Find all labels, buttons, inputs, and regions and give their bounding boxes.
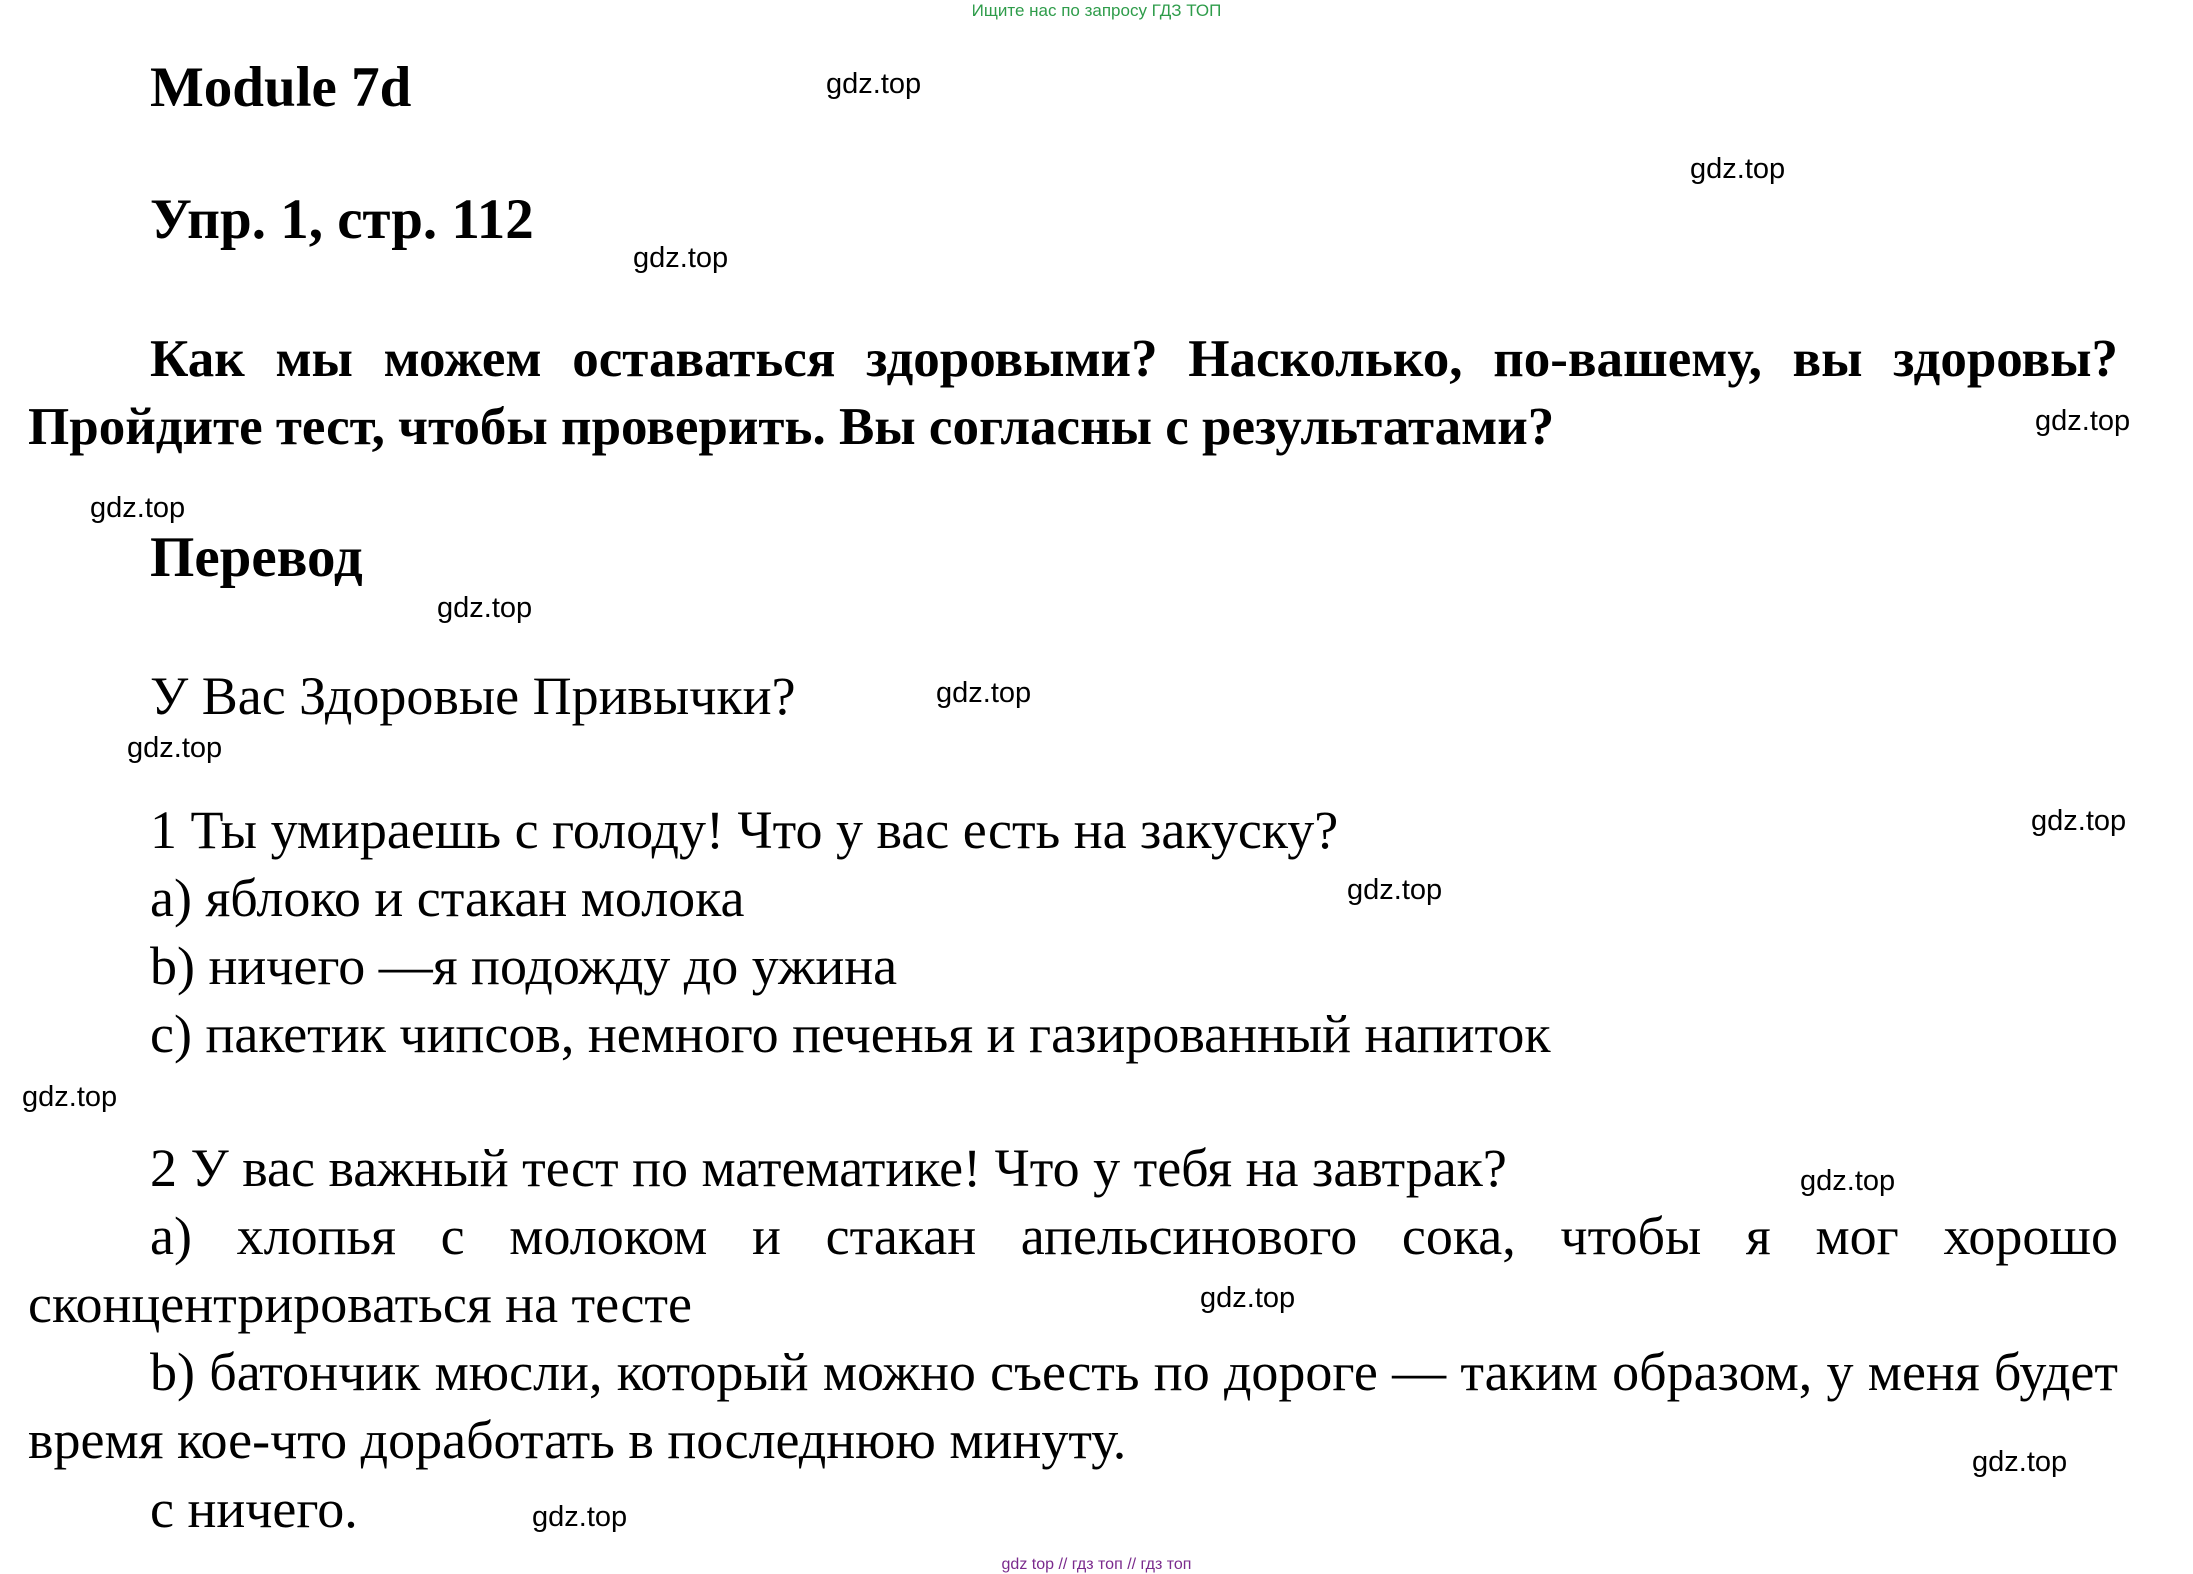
watermark: gdz.top xyxy=(1347,874,1443,906)
question-1-option-a: a) яблоко и стакан молока xyxy=(150,868,745,928)
question-2-option-c: с ничего. xyxy=(150,1479,358,1539)
question-1-option-c: c) пакетик чипсов, немного печенья и газированный напиток xyxy=(150,1004,1551,1064)
watermark: gdz.top xyxy=(2035,405,2131,437)
watermark: gdz.top xyxy=(532,1501,628,1533)
watermark: gdz.top xyxy=(1200,1282,1296,1314)
watermark: gdz.top xyxy=(633,242,729,274)
task-text: Как мы можем оставаться здоровыми? Насколько, по-вашему, вы здоровы? Пройдите тест, чтобы проверить. Вы согласны с результатами? xyxy=(28,330,2118,456)
watermark: gdz.top xyxy=(90,492,186,524)
watermark: gdz.top xyxy=(826,68,922,100)
question-1-option-b: b) ничего —я подожду до ужина xyxy=(150,936,898,996)
module-title: Module 7d xyxy=(150,56,412,119)
watermark: gdz.top xyxy=(2031,805,2127,837)
watermark: gdz.top xyxy=(1690,153,1786,185)
question-2-option-b: b) батончик мюсли, который можно съесть по дороге — таким образом, у меня будет время кое-что доработать в последнюю минуту. xyxy=(28,1342,2118,1470)
watermark: gdz.top xyxy=(936,677,1032,709)
watermark: gdz.top xyxy=(1972,1446,2068,1478)
quiz-title: У Вас Здоровые Привычки? xyxy=(150,666,796,726)
header-note: Ищите нас по запросу ГДЗ ТОП xyxy=(971,1,1222,20)
watermark: gdz.top xyxy=(437,592,533,624)
footer-note: gdz top // гдз топ // гдз топ xyxy=(1001,1556,1192,1573)
question-1: 1 Ты умираешь с голоду! Что у вас есть на закуску? xyxy=(150,800,1339,860)
exercise-title: Упр. 1, стр. 112 xyxy=(150,188,534,251)
watermark: gdz.top xyxy=(1800,1165,1896,1197)
watermark: gdz.top xyxy=(22,1081,118,1113)
watermark: gdz.top xyxy=(127,732,223,764)
question-2: 2 У вас важный тест по математике! Что у тебя на завтрак? xyxy=(150,1138,1507,1198)
question-2-option-a: a) хлопья с молоком и стакан апельсинового сока, чтобы я мог хорошо сконцентрироваться на тесте xyxy=(28,1206,2118,1334)
translation-heading: Перевод xyxy=(150,526,363,589)
